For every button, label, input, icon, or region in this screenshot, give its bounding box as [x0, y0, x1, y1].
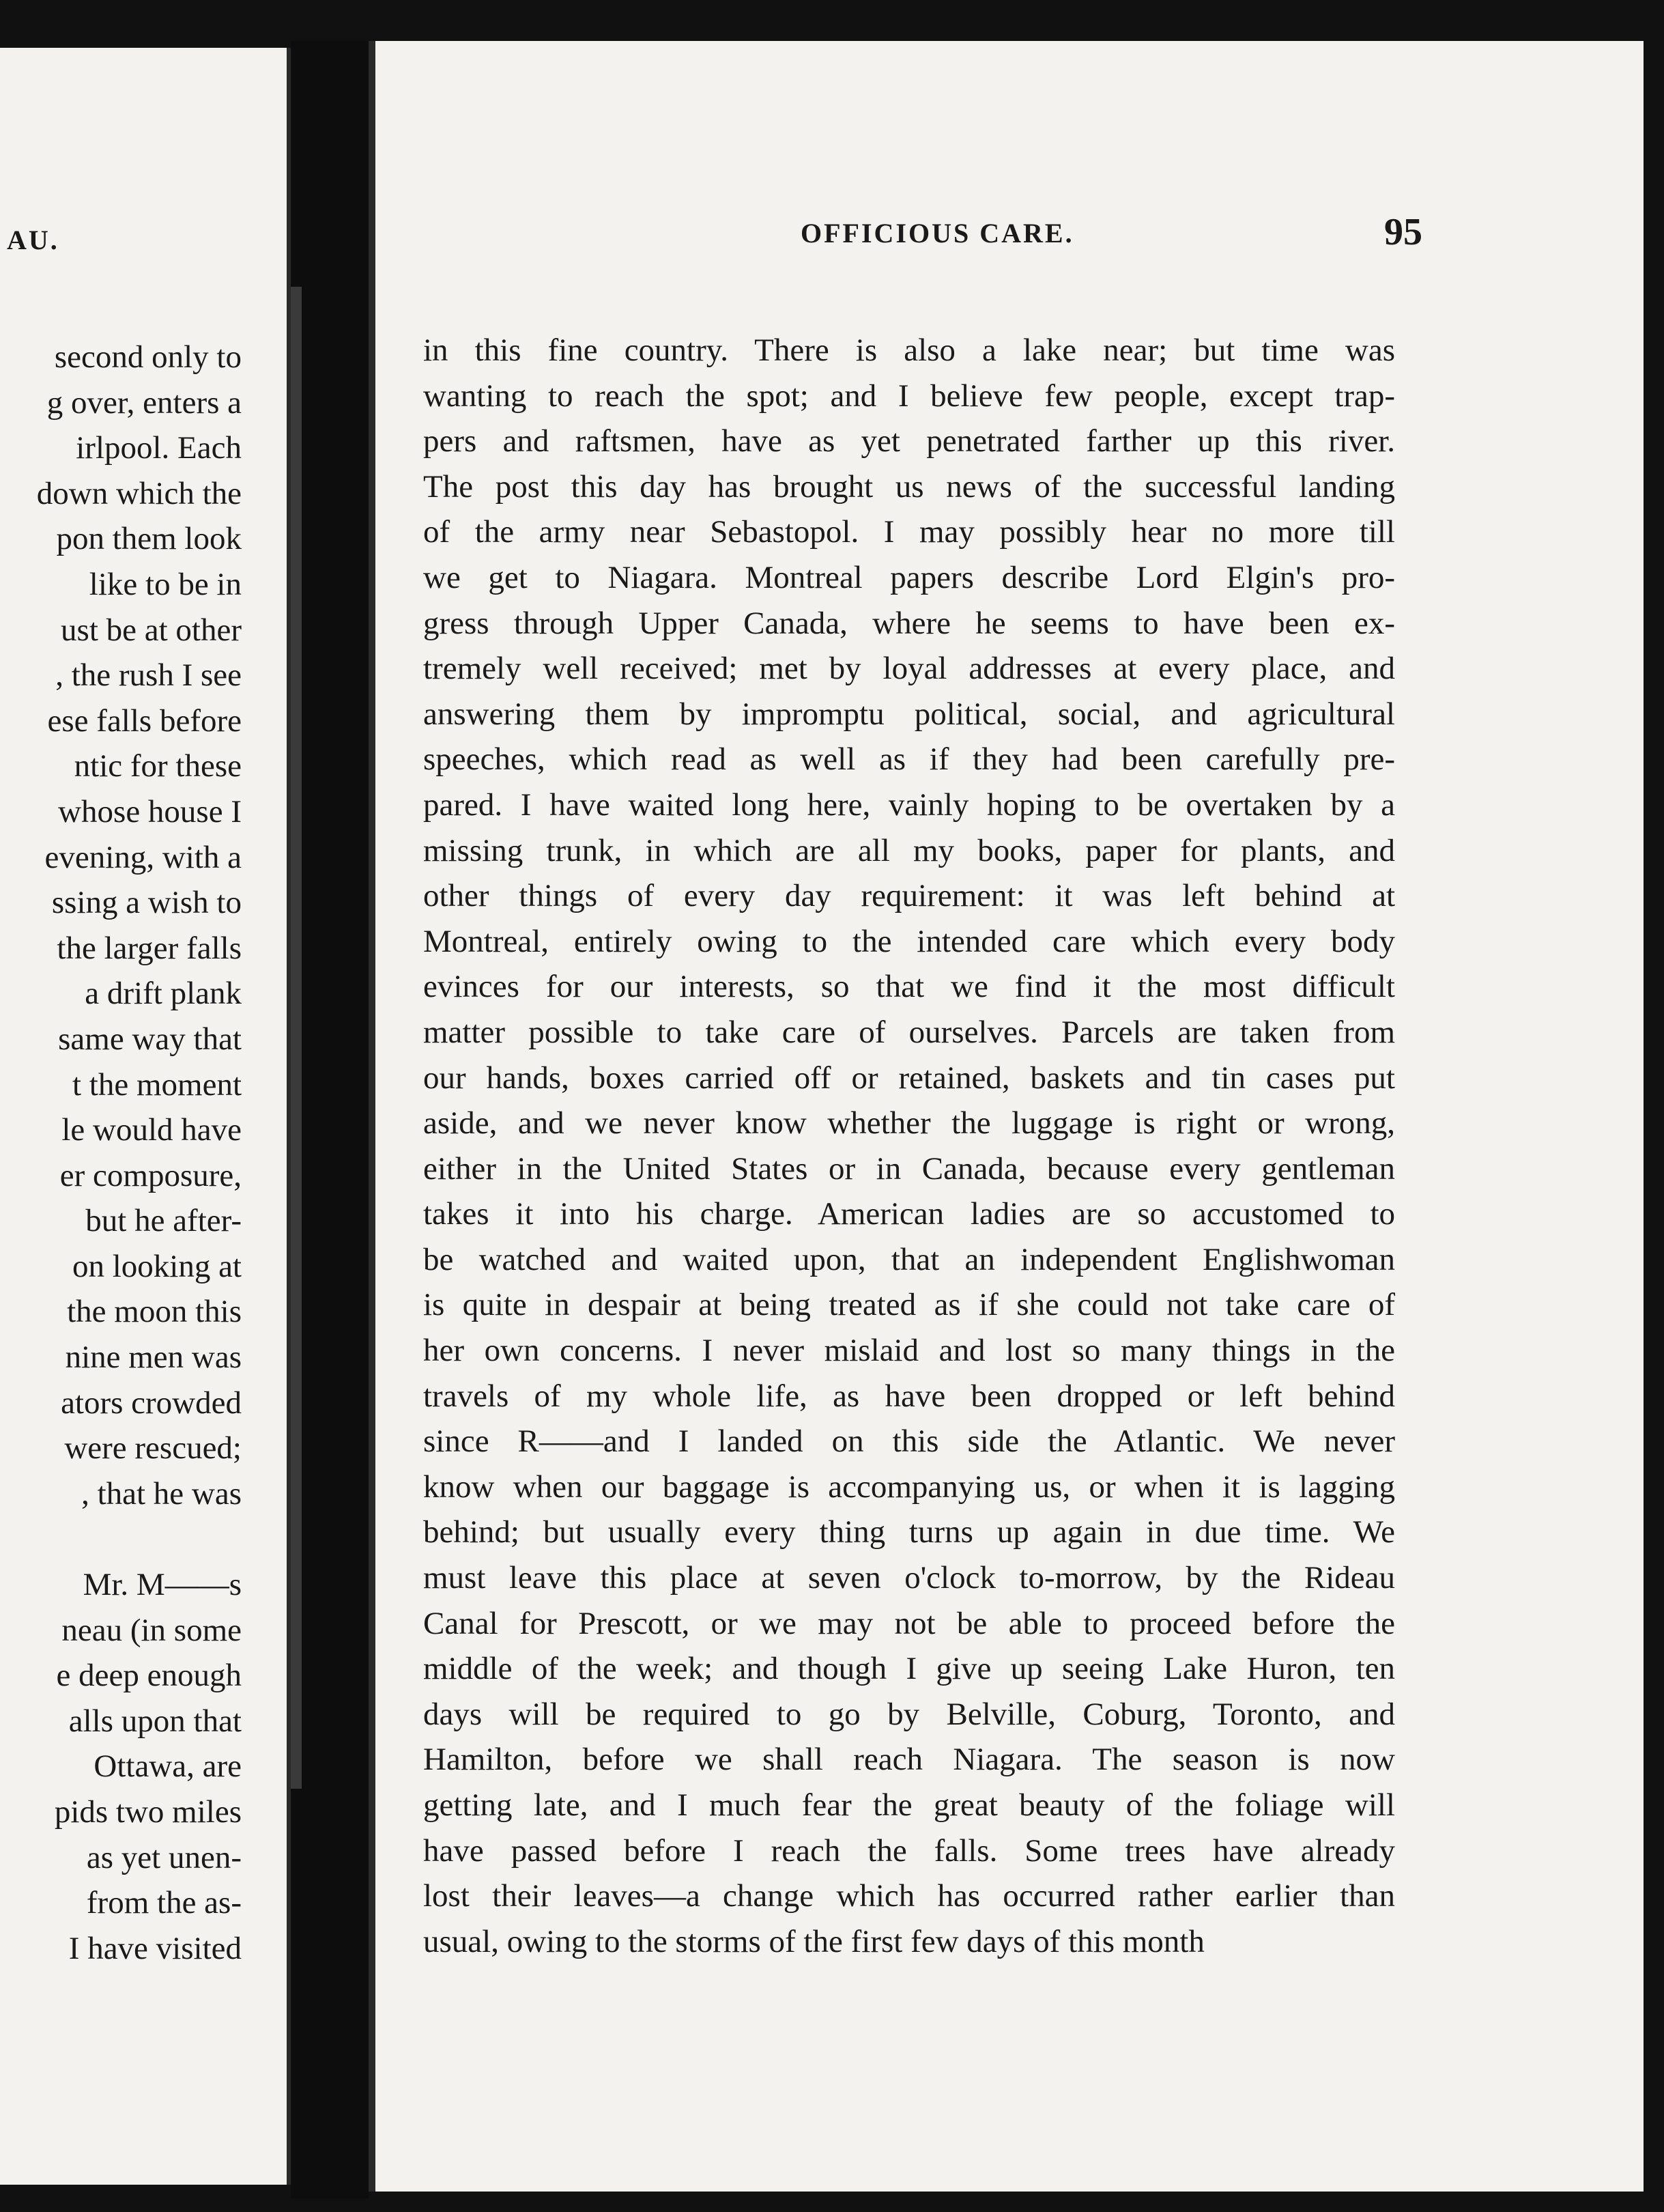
left-text-line: le would have	[61, 1112, 242, 1148]
text-line: travels of my whole life, as have been dropped or left behind	[423, 1378, 1395, 1414]
text-line: other things of every day requirement: it was left behind at	[423, 878, 1395, 914]
left-text-line: irlpool. Each	[76, 430, 242, 466]
left-text-line: ust be at other	[61, 612, 242, 648]
text-line: in this fine country. There is also a lake near; but time was	[423, 332, 1395, 368]
text-line: we get to Niagara. Montreal papers describe Lord Elgin's pro-	[423, 559, 1395, 595]
left-page	[0, 48, 291, 2185]
text-line: gress through Upper Canada, where he seems to have been ex-	[423, 605, 1395, 641]
text-line: usual, owing to the storms of the first few days of this month	[423, 1923, 1205, 1959]
left-text-line: the larger falls	[57, 930, 242, 966]
text-line: days will be required to go by Belville, Coburg, Toronto, and	[423, 1696, 1395, 1732]
left-text-line: the moon this	[67, 1294, 242, 1330]
left-text-line: Mr. M——s	[83, 1567, 242, 1603]
left-text-line: like to be in	[89, 566, 242, 602]
text-line: have passed before I reach the falls. Some trees have already	[423, 1832, 1395, 1869]
left-text-line: on looking at	[72, 1248, 242, 1284]
left-text-line: t the moment	[72, 1066, 242, 1103]
left-text-line: pids two miles	[54, 1794, 242, 1830]
text-line: Canal for Prescott, or we may not be able to proceed before the	[423, 1605, 1395, 1641]
text-line: either in the United States or in Canada, because every gentleman	[423, 1150, 1395, 1187]
text-line: lost their leaves—a change which has occurred rather earlier than	[423, 1878, 1395, 1914]
left-text-line: whose house I	[58, 793, 242, 830]
text-line: The post this day has brought us news of the successful landing	[423, 468, 1395, 505]
text-line: pers and raftsmen, have as yet penetrated farther up this river.	[423, 423, 1395, 459]
left-text-line: pon them look	[56, 521, 242, 557]
left-text-line: ators crowded	[61, 1385, 242, 1421]
text-line: tremely well received; met by loyal addresses at every place, and	[423, 651, 1395, 687]
left-text-line: a drift plank	[85, 976, 242, 1012]
left-text-line: er composure,	[59, 1157, 242, 1193]
left-text-line: I have visited	[68, 1930, 242, 1966]
text-line: getting late, and I much fear the great beauty of the foliage will	[423, 1787, 1395, 1823]
text-line: Montreal, entirely owing to the intended care which every body	[423, 923, 1395, 959]
text-line: wanting to reach the spot; and I believe few people, except trap-	[423, 378, 1395, 414]
left-text-line: evening, with a	[44, 839, 242, 875]
left-text-line: were rescued;	[64, 1430, 242, 1466]
left-text-line: nine men was	[65, 1339, 242, 1376]
text-line: evinces for our interests, so that we find it the most difficult	[423, 969, 1395, 1005]
text-line: matter possible to take care of ourselves. Parcels are taken from	[423, 1014, 1395, 1050]
left-text-line: , the rush I see	[55, 657, 242, 694]
left-running-head: AU.	[7, 225, 59, 255]
text-line: is quite in despair at being treated as if she could not take care of	[423, 1287, 1395, 1323]
running-head-title: OFFICIOUS CARE.	[801, 218, 1074, 249]
text-line: must leave this place at seven o'clock to-morrow, by the Rideau	[423, 1560, 1395, 1596]
left-text-line: neau (in some	[61, 1612, 242, 1648]
text-line: speeches, which read as well as if they had been carefully pre-	[423, 741, 1395, 778]
left-text-line: g over, enters a	[46, 384, 242, 421]
text-line: our hands, boxes carried off or retained, baskets and tin cases put	[423, 1060, 1395, 1096]
text-line: takes it into his charge. American ladies are so accustomed to	[423, 1196, 1395, 1232]
left-text-line: ese falls before	[47, 703, 242, 739]
left-text-line: second only to	[54, 339, 242, 375]
right-page	[369, 41, 1644, 2192]
text-line: of the army near Sebastopol. I may possibly hear no more till	[423, 514, 1395, 550]
left-text-line: ssing a wish to	[51, 885, 242, 921]
text-line: know when our baggage is accompanying us, or when it is lagging	[423, 1469, 1395, 1505]
text-line: behind; but usually every thing turns up again in due time. We	[423, 1514, 1395, 1550]
left-text-line: Ottawa, are	[94, 1748, 242, 1785]
left-text-line: from the as-	[86, 1885, 242, 1921]
left-text-line: same way that	[58, 1021, 242, 1057]
text-line: missing trunk, in which are all my books, paper for plants, and	[423, 832, 1395, 868]
left-text-block	[0, 335, 242, 1971]
text-line: since R——and I landed on this side the Atlantic. We never	[423, 1423, 1395, 1460]
text-line: pared. I have waited long here, vainly hoping to be overtaken by a	[423, 786, 1395, 823]
text-line: be watched and waited upon, that an independent Englishwoman	[423, 1241, 1395, 1277]
text-line: Hamilton, before we shall reach Niagara. The season is now	[423, 1742, 1395, 1778]
page-number: 95	[1384, 211, 1422, 253]
left-text-line: as yet unen-	[86, 1839, 242, 1875]
right-text-block	[423, 328, 1395, 1964]
left-text-line: ntic for these	[74, 748, 242, 784]
left-text-line: down which the	[36, 475, 242, 511]
text-line: aside, and we never know whether the luggage is right or wrong,	[423, 1105, 1395, 1142]
left-text-line: but he after-	[85, 1203, 242, 1239]
left-text-line: e deep enough	[56, 1658, 242, 1694]
text-line: answering them by impromptu political, social, and agricultural	[423, 696, 1395, 732]
text-line: middle of the week; and though I give up seeing Lake Huron, ten	[423, 1651, 1395, 1687]
left-text-line: alls upon that	[68, 1703, 242, 1739]
book-gutter	[291, 41, 369, 2198]
left-text-line: , that he was	[81, 1475, 242, 1512]
text-line: her own concerns. I never mislaid and lost so many things in the	[423, 1333, 1395, 1369]
left-text-line	[0, 1516, 242, 1562]
